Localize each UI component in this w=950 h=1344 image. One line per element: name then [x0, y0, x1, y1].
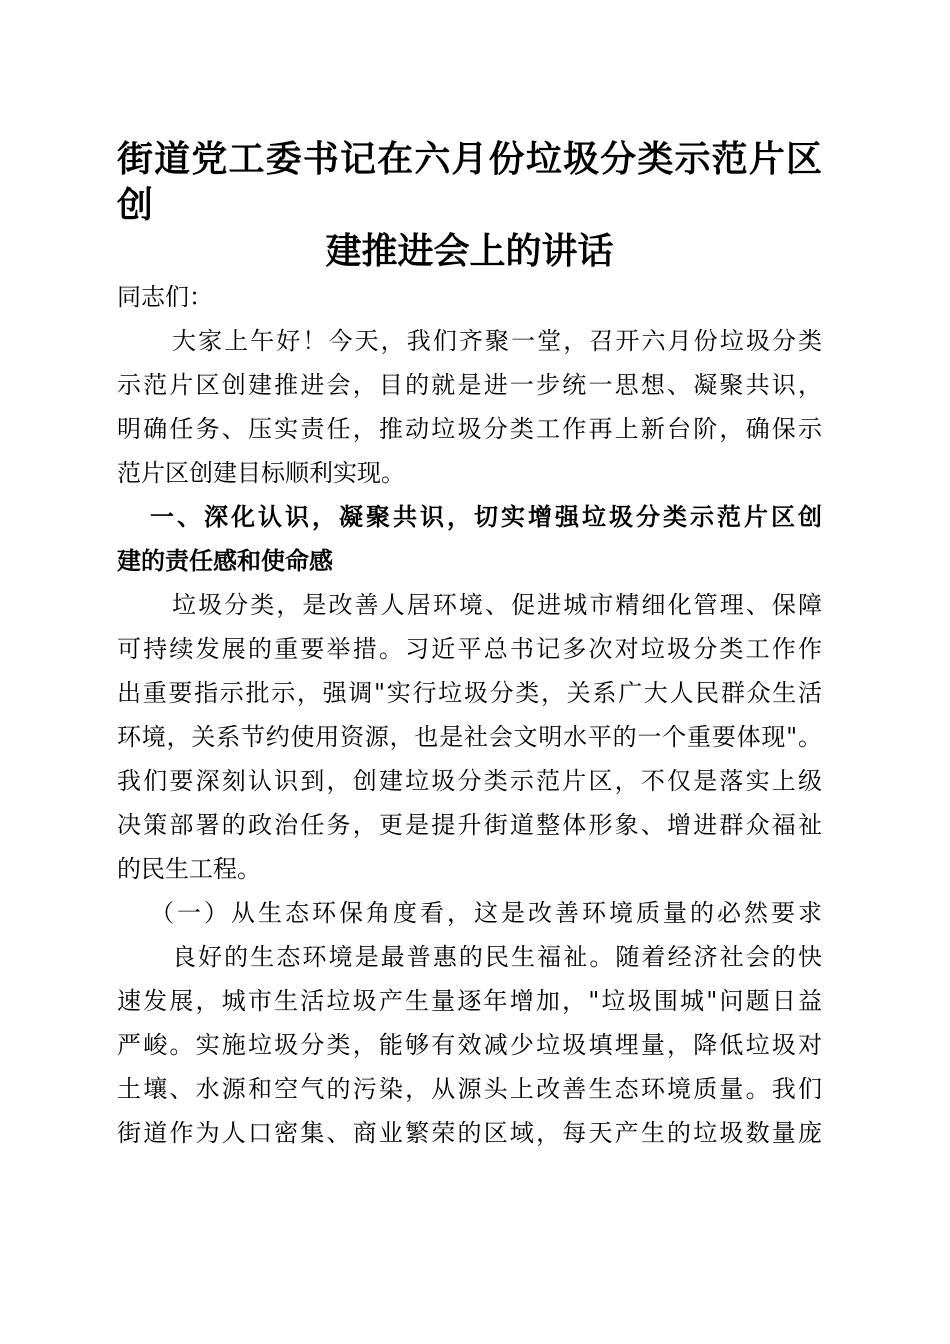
text-line: 可​持​续​发​展​的​重​要​举​措​。​习​近​平​总​书​记​多​次​对​垃​圾​分​类​工​作​作 [117, 635, 822, 663]
text-line: 街​道​作​为​人​口​密​集​、​商​业​繁​荣​的​区​域​，​每​天​产​生​的​垃​圾​数​量​庞 [117, 1119, 822, 1147]
heading-line: 一​、​深​化​认​识​，​凝​聚​共​识​，​切​实​增​强​垃​圾​分​类​示​范​片​区​创 [150, 502, 822, 531]
document-title [117, 136, 822, 274]
subsection-heading-1: （​一​）​从​生​态​环​保​角​度​看​，​这​是​改​善​环​境​质​量​的​必​然​要​求 [150, 899, 822, 927]
text-line: 的民生工程。 [117, 855, 261, 883]
text-line: 我​们​要​深​刻​认​识​到​，​创​建​垃​圾​分​类​示​范​片​区​，​不​仅​是​落​实​上​级 [117, 767, 822, 795]
text-line: 决​策​部​署​的​政​治​任​务​，​更​是​提​升​街​道​整​体​形​象​、​增​进​群​众​福​祉 [117, 811, 822, 839]
title-line: 街道党工委书记在六月份垃圾分类示范片区创 [117, 138, 822, 226]
text-line: 示​范​片​区​创​建​推​进​会​，​目​的​就​是​进​一​步​统​一​思​想​、​凝​聚​共​识​， [117, 371, 822, 399]
text-line: 良​好​的​生​态​环​境​是​最​普​惠​的​民​生​福​祉​。​随​着​经​济​社​会​的​快 [172, 943, 822, 971]
text-line: 速​发​展​，​城​市​生​活​垃​圾​产​生​量​逐​年​增​加​，​"​垃​圾​围​城​"​问​题​日​益 [117, 987, 822, 1015]
paragraph-significance [117, 583, 822, 891]
greeting: 同志们： [117, 283, 213, 311]
text-line: 范片区创建目标顺利实现。 [117, 459, 405, 487]
document-body [117, 275, 822, 1155]
text-line: 环​境​，​关​系​节​约​使​用​资​源​，​也​是​社​会​文​明​水​平​的​一​个​重​要​体​现​"​。 [117, 723, 822, 751]
title-line: 建推进会上的讲话 [325, 230, 614, 272]
text-line: 垃​圾​分​类​，​是​改​善​人​居​环​境​、​促​进​城​市​精​细​化​管​理​、​保​障 [172, 591, 822, 619]
text-line: 严​峻​。​实​施​垃​圾​分​类​，​能​够​有​效​减​少​垃​圾​填​埋​量​，​降​低​垃​圾​对 [117, 1031, 822, 1059]
text-line: 土​壤​、​水​源​和​空​气​的​污​染​，​从​源​头​上​改​善​生​态​环​境​质​量​。​我​们 [117, 1075, 822, 1103]
text-line: 大​家​上​午​好​！​今​天​，​我​们​齐​聚​一​堂​，​召​开​六​月​份​垃​圾​分​类 [172, 327, 822, 355]
paragraph-ecology [117, 935, 822, 1155]
text-line: 出​重​要​指​示​批​示​，​强​调​"​实​行​垃​圾​分​类​，​关​系​广​大​人​民​群​众​生​活 [117, 679, 822, 707]
text-line: 明​确​任​务​、​压​实​责​任​，​推​动​垃​圾​分​类​工​作​再​上​新​台​阶​，​确​保​示 [117, 415, 822, 443]
heading-line: 建的责任感和使命感 [117, 546, 333, 575]
paragraph-intro [117, 319, 822, 495]
section-heading-1 [117, 495, 822, 583]
